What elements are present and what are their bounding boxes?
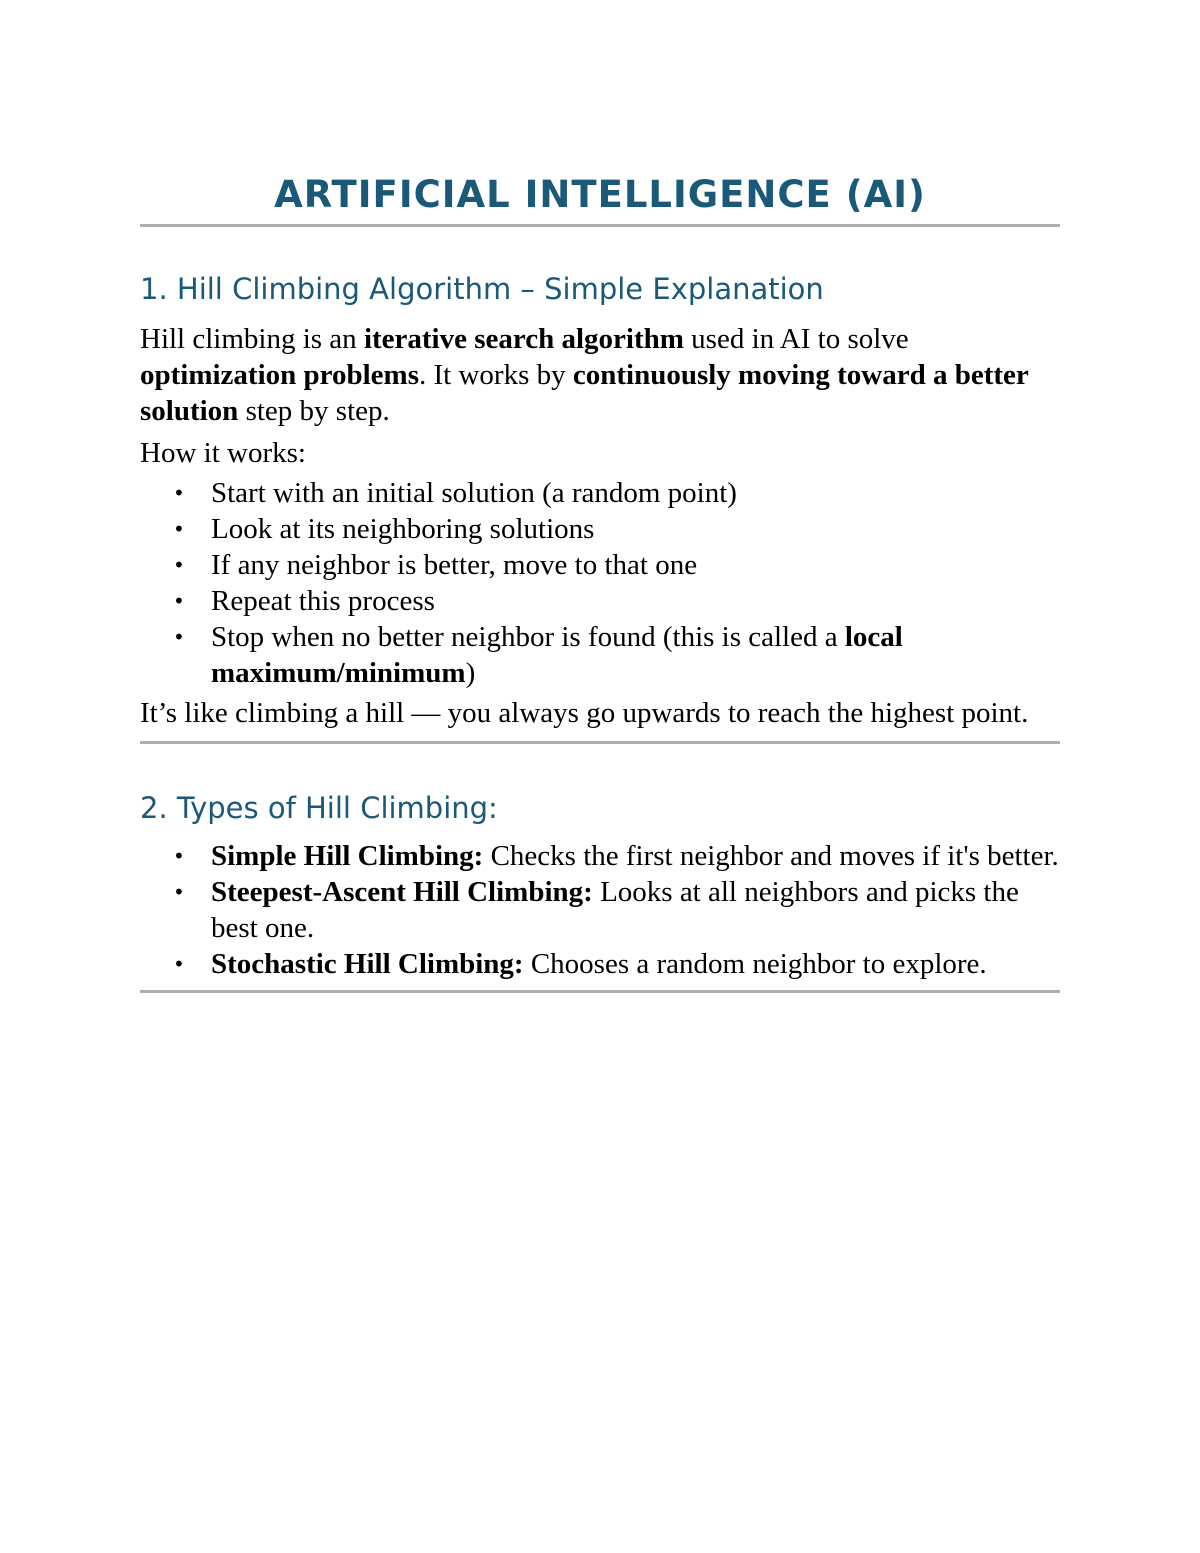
intro-bold-3: continuously moving toward a better solution xyxy=(140,359,1029,427)
bullet-icon: • xyxy=(173,589,185,613)
step-close: ) xyxy=(465,657,476,689)
types-list xyxy=(140,838,1060,982)
section-1-divider xyxy=(140,741,1060,744)
title-divider xyxy=(140,224,1060,227)
list-item xyxy=(173,619,1060,691)
step-text: Stop when no better neighbor is found (this is called a xyxy=(211,621,845,653)
intro-text-2: used in AI to solve xyxy=(683,323,909,355)
bullet-icon: • xyxy=(173,952,185,976)
list-item xyxy=(173,475,1060,511)
bullet-icon: • xyxy=(173,553,185,577)
how-it-works-label: How it works: xyxy=(140,437,306,469)
type-desc: Chooses a random neighbor to explore. xyxy=(523,948,987,980)
list-item xyxy=(173,547,1060,583)
list-item xyxy=(173,583,1060,619)
step-bold: local maximum/minimum xyxy=(211,621,903,689)
section-1-closing: It’s like climbing a hill — you always go upwards to reach the highest point. xyxy=(140,697,1029,729)
bullet-icon: • xyxy=(173,844,185,868)
step-text: Repeat this process xyxy=(211,585,435,617)
step-text: Look at its neighboring solutions xyxy=(211,513,595,545)
document-title: ARTIFICIAL INTELLIGENCE (AI) xyxy=(274,173,926,216)
type-name: Steepest-Ascent Hill Climbing: xyxy=(211,876,593,908)
section-1-intro xyxy=(140,321,1060,429)
type-desc: Looks at all neighbors and picks the best one. xyxy=(211,876,1019,944)
list-item xyxy=(173,838,1060,874)
type-name: Simple Hill Climbing: xyxy=(211,840,484,872)
step-text: Start with an initial solution (a random point) xyxy=(211,477,737,509)
section-1-heading: 1. Hill Climbing Algorithm – Simple Explanation xyxy=(140,272,824,306)
document-body xyxy=(140,170,1060,993)
step-text: If any neighbor is better, move to that one xyxy=(211,549,698,581)
intro-bold-2: optimization problems xyxy=(140,359,419,391)
steps-list xyxy=(140,475,1060,691)
list-item xyxy=(173,874,1060,946)
bullet-icon: • xyxy=(173,481,185,505)
list-item xyxy=(173,946,1060,982)
intro-text-1: Hill climbing is an xyxy=(140,323,364,355)
section-2-divider xyxy=(140,990,1060,993)
type-name: Stochastic Hill Climbing: xyxy=(211,948,524,980)
intro-text-4: step by step. xyxy=(238,395,390,427)
intro-bold-1: iterative search algorithm xyxy=(363,323,684,355)
bullet-icon: • xyxy=(173,625,185,649)
section-2-heading: 2. Types of Hill Climbing: xyxy=(140,791,498,825)
intro-text-3: . It works by xyxy=(419,359,573,391)
list-item xyxy=(173,511,1060,547)
type-desc: Checks the first neighbor and moves if it's better. xyxy=(483,840,1059,872)
bullet-icon: • xyxy=(173,517,185,541)
bullet-icon: • xyxy=(173,880,185,904)
